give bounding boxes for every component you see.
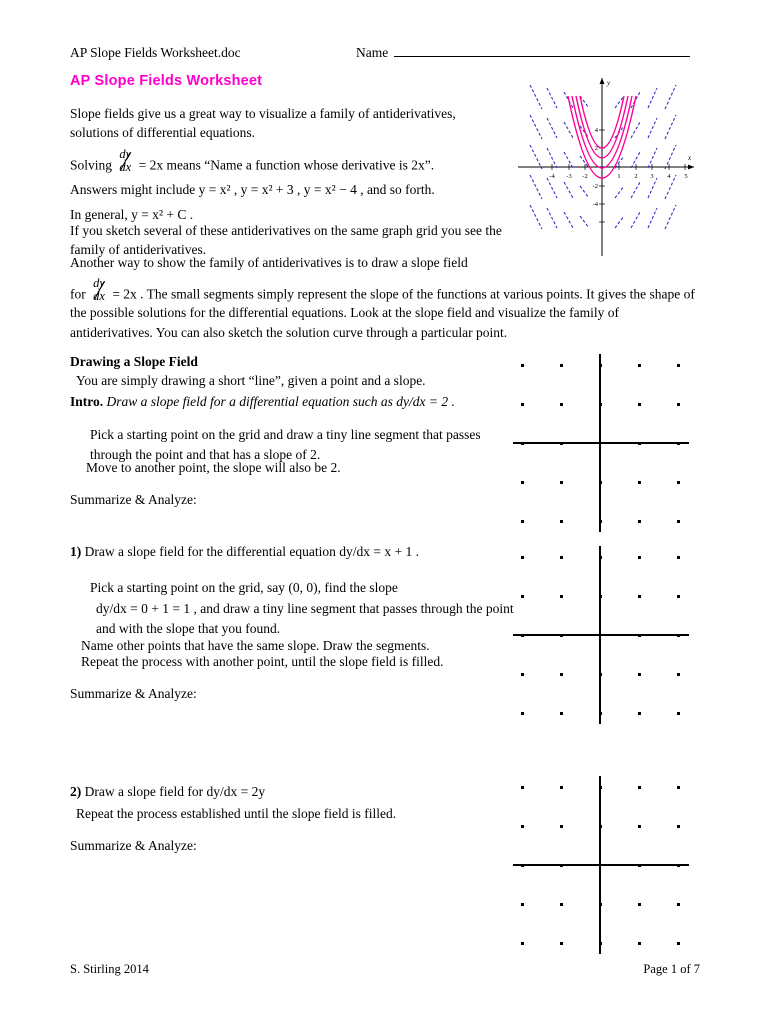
summarize-1: Summarize & Analyze: — [70, 492, 197, 507]
svg-text:-4: -4 — [592, 201, 598, 208]
svg-text:1: 1 — [617, 173, 621, 180]
intro-label: Intro. — [70, 394, 104, 409]
svg-text:2: 2 — [594, 145, 598, 152]
document-filename: AP Slope Fields Worksheet.doc — [70, 45, 241, 60]
question-1-line2: dy/dx = 0 + 1 = 1 , and draw a tiny line segment that passes through the point and with the slope that you found. — [96, 601, 514, 636]
solving-suffix: = 2x means “Name a function whose derivative is 2x”. — [138, 157, 435, 173]
svg-text:x: x — [688, 154, 692, 162]
footer-author: S. Stirling 2014 — [70, 962, 149, 976]
svg-text:y: y — [607, 79, 611, 87]
question-1-line3: Name other points that have the same slope. Draw the segments. — [81, 638, 430, 653]
blank-grid-3[interactable] — [505, 770, 695, 960]
another-way-line: Another way to show the family of antiderivatives is to draw a slope field — [70, 255, 468, 270]
question-2 — [70, 782, 510, 801]
drawing-pick-text: Pick a starting point on the grid and draw a tiny line segment that passes through the point and that has a slope of 2. — [90, 427, 481, 462]
question-1-prompt: Draw a slope field for the differential equation dy/dx = x + 1 . — [81, 544, 420, 559]
slope-field-parabolas-figure — [510, 72, 700, 262]
summarize-2: Summarize & Analyze: — [70, 686, 197, 701]
question-1-line4: Repeat the process with another point, until the slope field is filled. — [81, 654, 444, 669]
drawing-line1: You are simply drawing a short “line”, given a point and a slope. — [76, 373, 426, 388]
intro-text: Draw a slope field for a differential equation such as dy/dx = 2 . — [103, 394, 455, 409]
intro-paragraph: Slope fields give us a great way to visualize a family of antiderivatives, solutions of differential equations. — [70, 106, 456, 141]
svg-text:3: 3 — [650, 173, 654, 180]
slope-segments — [530, 85, 676, 229]
intro-instruction — [70, 392, 510, 411]
question-1 — [70, 542, 510, 561]
drawing-heading: Drawing a Slope Field — [70, 354, 198, 369]
name-blank-line — [394, 44, 690, 57]
svg-text:-3: -3 — [566, 173, 572, 180]
svg-text:-2: -2 — [582, 173, 588, 180]
blank-grid-2[interactable] — [505, 540, 695, 730]
for-paragraph — [70, 277, 695, 342]
solving-line — [70, 148, 510, 174]
name-label: Name — [355, 45, 389, 60]
question-1-line1: Pick a starting point on the grid, say (0, 0), find the slope — [90, 580, 398, 595]
for-prefix: for — [70, 286, 86, 302]
page-title: AP Slope Fields Worksheet — [70, 73, 263, 89]
for-suffix: = 2x . The small segments simply represent the slope of the functions at various points. It gives the shape of the possible solutions for the differential equations. Look at the slope field and visualize the family of antiderivatives. You can also sketch the solution curve through a particular point. — [70, 286, 695, 340]
svg-text:2: 2 — [634, 173, 638, 180]
svg-text:4: 4 — [667, 173, 671, 180]
dy-dx-fraction-1: dy dx — [119, 147, 132, 175]
sketch-line: If you sketch several of these antiderivatives on the same graph grid you see the family of antiderivatives. — [70, 223, 502, 258]
general-line: In general, y = x² + C . — [70, 207, 194, 222]
question-2-line1: Repeat the process established until the slope field is filled. — [76, 806, 397, 821]
page-footer — [70, 962, 700, 977]
svg-text:5: 5 — [684, 173, 688, 180]
svg-text:4: 4 — [594, 127, 598, 134]
summarize-3: Summarize & Analyze: — [70, 838, 197, 853]
solving-prefix: Solving — [70, 157, 113, 173]
svg-text:-4: -4 — [549, 173, 555, 180]
answers-line: Answers might include y = x² , y = x² + 3 , y = x² − 4 , and so forth. — [70, 182, 435, 197]
footer-page-number: Page 1 of 7 — [643, 962, 700, 976]
page-header — [70, 44, 690, 61]
svg-text:-2: -2 — [592, 183, 598, 190]
drawing-move-text: Move to another point, the slope will also be 2. — [86, 460, 341, 475]
dy-dx-fraction-2: dy dx — [93, 276, 105, 304]
question-2-prompt: Draw a slope field for dy/dx = 2y — [81, 784, 266, 799]
question-1-number: 1) — [70, 544, 82, 559]
blank-grid-1[interactable] — [505, 348, 695, 538]
question-2-number: 2) — [70, 784, 82, 799]
